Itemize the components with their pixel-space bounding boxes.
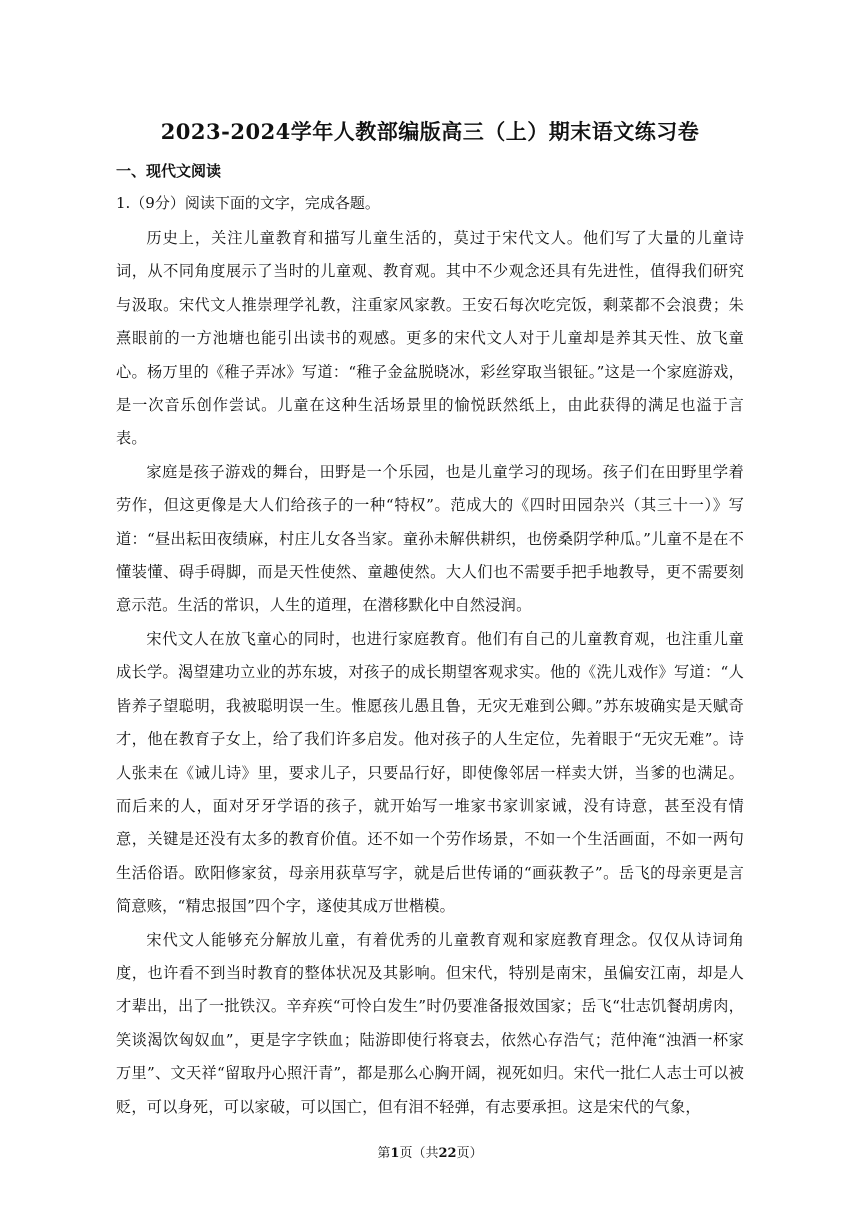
passage-paragraph-3: 宋代文人在放飞童心的同时，也进行家庭教育。他们有自己的儿童教育观，也注重儿童成长学。渴望建功立业的苏东坡，对孩子的成长期望客观求实。他的《洗儿戏作》写道：“人皆养子望聪明，我被聪明误一生。惟愿孩儿愚且鲁，无灾无难到公卿。”苏东坡确实是天赋奇才，他在教育子女上，给了我们许多启发。他对孩子的人生定位，先着眼于“无灾无难”。诗人张耒在《诫儿诗》里，要求儿子，只要品行好，即使像邻居一样卖大饼，当爹的也满足。而后来的人，面对牙牙学语的孩子，就开始写一堆家书家训家诫，没有诗意，甚至没有情意，关键是还没有太多的教育价值。还不如一个劳作场景，不如一个生活画面，不如一两句生活俗语。欧阳修家贫，母亲用荻草写字，就是后世传诵的“画荻教子”。岳飞的母亲更是言简意赅，“精忠报国”四个字，遂使其成万世楷模。 bbox=[116, 629, 744, 916]
passage-paragraph-1: 历史上，关注儿童教育和描写儿童生活的，莫过于宋代文人。他们写了大量的儿童诗词，从不同角度展示了当时的儿童观、教育观。其中不少观念还具有先进性，值得我们研究与汲取。宋代文人推崇理学礼教，注重家风家教。王安石每次吃完饭，剩菜都不会浪费；朱熹眼前的一方池塘也能引出读书的观感。更多的宋代文人对于儿童却是养其天性、放飞童心。杨万里的《稚子弄冰》写道：“稚子金盆脱晓冰，彩丝穿取当银钲。”这是一个家庭游戏，是一次音乐创作尝试。儿童在这种生活场景里的愉悦跃然纸上，由此获得的满足也溢于言表。 bbox=[116, 229, 744, 448]
footer-total-pages: 22 bbox=[438, 1146, 457, 1161]
passage-paragraph-2: 家庭是孩子游戏的舞台，田野是一个乐园，也是儿童学习的现场。孩子们在田野里学着劳作，但这更像是大人们给孩子的一种“特权”。范成大的《四时田园杂兴（其三十一）》写道：“昼出耘田夜绩麻，村庄儿女各当家。童孙未解供耕织，也傍桑阴学种瓜。”儿童不是在不懂装懂、碍手碍脚，而是天性使然、童趣使然。大人们也不需要手把手地教导，更不需要刻意示范。生活的常识，人生的道理，在潜移默化中自然浸润。 bbox=[116, 462, 744, 615]
footer-page-number: 1 bbox=[390, 1146, 400, 1161]
footer-suffix: 页） bbox=[456, 1146, 483, 1161]
question-prompt: 1.（9分）阅读下面的文字，完成各题。 bbox=[116, 194, 380, 212]
footer-prefix: 第 bbox=[377, 1146, 391, 1161]
page-footer bbox=[0, 1142, 860, 1161]
passage-body bbox=[116, 222, 744, 1124]
section-heading: 一、现代文阅读 bbox=[116, 162, 222, 180]
passage-paragraph-4: 宋代文人能够充分解放儿童，有着优秀的儿童教育观和家庭教育理念。仅仅从诗词角度，也许看不到当时教育的整体状况及其影响。但宋代，特别是南宋，虽偏安江南，却是人才辈出，出了一批铁汉。辛弃疾“可怜白发生”时仍要准备报效国家；岳飞“壮志饥餐胡虏肉，笑谈渴饮匈奴血”，更是字字铁血；陆游即使行将衰去，依然心存浩气；范仲淹“浊酒一杯家万里”、文天祥“留取丹心照汗青”，都是那么心胸开阔，视死如归。宋代一批仁人志士可以被贬，可以身死，可以家破，可以国亡，但有泪不轻弹，有志要承担。这是宋代的气象， bbox=[116, 930, 744, 1116]
page-title: 2023-2024学年人教部编版高三（上）期末语文练习卷 bbox=[160, 119, 700, 144]
footer-middle: 页（共 bbox=[399, 1146, 439, 1161]
